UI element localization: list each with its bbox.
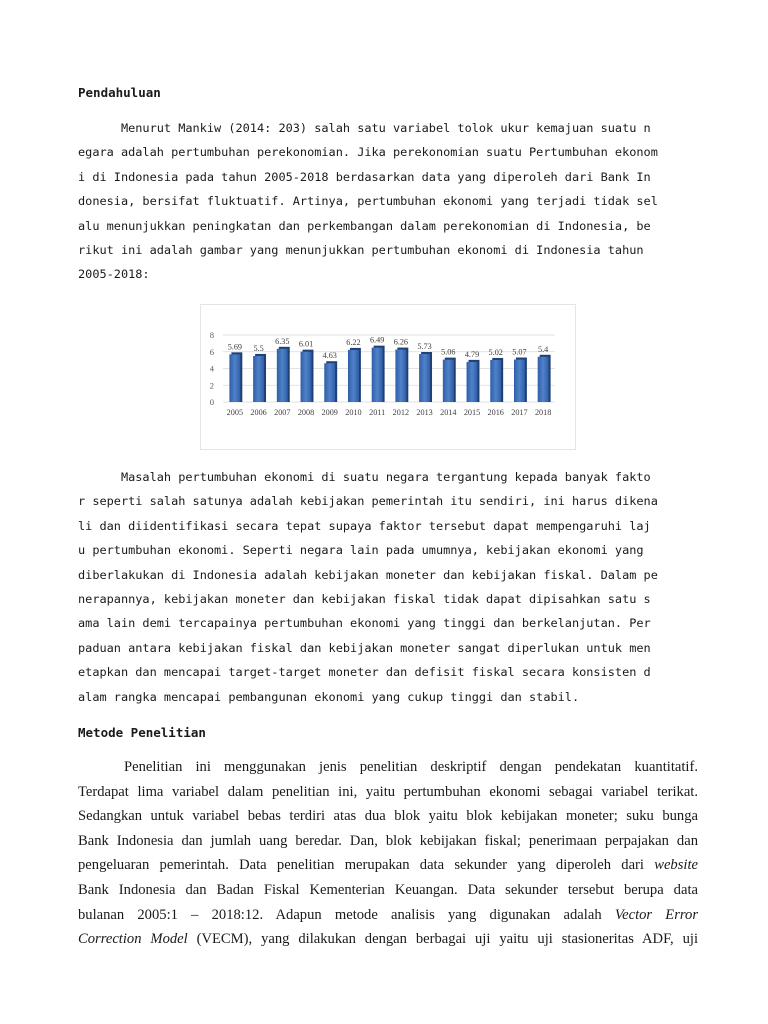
data-label: 5.69 xyxy=(227,342,243,352)
x-tick-label: 2016 xyxy=(487,408,504,417)
x-tick-label: 2013 xyxy=(416,408,433,417)
method-line: Bank Indonesia dan jumlah uang beredar. Dan, blok kebijakan fiskal; penerimaan perpajakan dan xyxy=(78,832,698,849)
x-tick-label: 2014 xyxy=(440,408,457,417)
data-label: 6.01 xyxy=(298,339,314,349)
data-label: 5.5 xyxy=(253,343,264,353)
bar xyxy=(419,354,430,402)
intro-line: alu menunjukkan peningkatan dan perkembangan dalam perekonomian di Indonesia, be xyxy=(78,218,651,233)
method-line-italic: Vector Error xyxy=(614,906,698,923)
intro-line: egara adalah pertumbuhan perekonomian. Jika perekonomian suatu Pertumbuhan ekonom xyxy=(78,145,658,160)
bar xyxy=(277,349,288,402)
bar xyxy=(348,350,359,402)
bar xyxy=(490,360,501,402)
x-tick-label: 2010 xyxy=(345,408,362,417)
method-line xyxy=(78,903,698,928)
section-heading-metode: Metode Penelitian xyxy=(78,725,206,740)
method-line-text: bulanan 2005:1 – 2018:12. Adapun metode analisis yang digunakan adalah xyxy=(78,906,615,923)
problem-line: diberlakukan di Indonesia adalah kebijakan moneter dan kebijakan fiskal. Dalam pe xyxy=(78,567,658,582)
x-tick-label: 2015 xyxy=(463,408,481,417)
data-label: 5.73 xyxy=(417,342,432,352)
method-line: Penelitian ini menggunakan jenis penelitian deskriptif dengan pendekatan kuantitatif. xyxy=(124,759,698,775)
intro-line: donesia, bersifat fluktuatif. Artinya, pertumbuhan ekonomi yang terjadi tidak sel xyxy=(78,194,658,209)
problem-line: ama lain demi tercapainya pertumbuhan ekonomi yang tinggi dan berkelanjutan. Per xyxy=(78,616,651,631)
x-tick-label: 2006 xyxy=(250,408,267,417)
y-tick-label: 4 xyxy=(209,363,214,374)
method-line: Sedangkan untuk variabel bebas terdiri atas dua blok yaitu blok kebijakan moneter; suku bunga xyxy=(78,808,698,825)
problem-line: alam rangka mencapai pembangunan ekonomi yang cukup tinggi dan stabil. xyxy=(78,689,580,704)
problem-line: nerapannya, kebijakan moneter dan kebijakan fiskal tidak dapat dipisahkan satu s xyxy=(78,591,651,606)
bar xyxy=(467,362,478,402)
paragraph-method xyxy=(78,755,698,952)
data-label: 4.79 xyxy=(464,349,480,359)
x-tick-label: 2018 xyxy=(534,408,552,417)
problem-line: li dan diidentifikasi secara tepat supaya faktor tersebut dapat mempengaruhi laj xyxy=(78,518,651,533)
intro-line: rikut ini adalah gambar yang menunjukkan pertumbuhan ekonomi di Indonesia tahun xyxy=(78,242,644,257)
bar xyxy=(372,348,383,402)
y-tick-label: 0 xyxy=(209,397,214,407)
data-label: 5.07 xyxy=(512,347,527,357)
bar xyxy=(395,350,406,402)
method-line-italic: website xyxy=(654,857,698,874)
data-label: 5.02 xyxy=(488,347,503,357)
data-label: 6.22 xyxy=(346,337,361,347)
x-tick-label: 2008 xyxy=(297,408,315,417)
y-tick-label: 8 xyxy=(209,330,214,340)
x-tick-label: 2009 xyxy=(321,408,338,417)
y-tick-label: 6 xyxy=(209,346,214,357)
method-line xyxy=(78,853,698,878)
bar xyxy=(443,360,454,402)
paragraph-problem xyxy=(78,465,700,709)
bar xyxy=(301,352,312,402)
method-line: Terdapat lima variabel dalam penelitian ini, yaitu pertumbuhan ekonomi sebagai variabel terikat. xyxy=(78,783,698,800)
problem-line: etapkan dan mencapai target-target moneter dan defisit fiskal secara konsisten d xyxy=(78,665,651,680)
x-tick-label: 2017 xyxy=(511,408,528,417)
bar xyxy=(229,354,240,402)
x-tick-label: 2007 xyxy=(274,408,291,417)
method-line-text: pengeluaran pemerintah. Data penelitian merupakan data sekunder yang diperoleh dari xyxy=(78,857,655,874)
data-label: 6.26 xyxy=(393,337,409,347)
data-label: 6.49 xyxy=(369,335,385,345)
bar xyxy=(324,363,335,402)
data-label: 4.63 xyxy=(322,351,337,361)
section-heading-pendahuluan: Pendahuluan xyxy=(78,85,161,100)
x-tick-label: 2011 xyxy=(369,408,386,417)
problem-line: u pertumbuhan ekonomi. Seperti negara lain pada umumnya, kebijakan ekonomi yang xyxy=(78,543,644,558)
x-tick-label: 2012 xyxy=(392,408,410,417)
method-line-text: (VECM), yang dilakukan dengan berbagai uji yaitu uji stasioneritas ADF, uji xyxy=(187,931,698,948)
bar xyxy=(538,357,549,402)
problem-line: Masalah pertumbuhan ekonomi di suatu negara tergantung kepada banyak fakto xyxy=(78,470,651,484)
chart-canvas xyxy=(201,305,575,449)
problem-line: r seperti salah satunya adalah kebijakan pemerintah itu sendiri, ini harus dikena xyxy=(78,494,658,509)
method-line xyxy=(78,927,698,952)
data-label: 5.06 xyxy=(441,347,456,357)
problem-line: paduan antara kebijakan fiskal dan kebijakan moneter sangat diperlukan untuk men xyxy=(78,640,651,655)
intro-line: Menurut Mankiw (2014: 203) salah satu variabel tolok ukur kemajuan suatu n xyxy=(78,121,651,135)
method-line: Bank Indonesia dan Badan Fiskal Kementerian Keuangan. Data sekunder tersebut berupa data xyxy=(78,881,698,898)
x-tick-label: 2005 xyxy=(226,408,244,417)
intro-line: i di Indonesia pada tahun 2005-2018 berdasarkan data yang diperoleh dari Bank In xyxy=(78,169,651,184)
bar xyxy=(253,356,264,402)
paragraph-intro xyxy=(78,116,700,287)
intro-line: 2005-2018: xyxy=(78,267,150,282)
y-tick-label: 2 xyxy=(209,380,214,391)
bar xyxy=(514,360,525,402)
data-label: 6.35 xyxy=(275,336,290,346)
gdp-growth-chart xyxy=(200,304,576,450)
data-label: 5.4 xyxy=(538,344,549,354)
method-line-italic: Correction Model xyxy=(78,931,188,948)
